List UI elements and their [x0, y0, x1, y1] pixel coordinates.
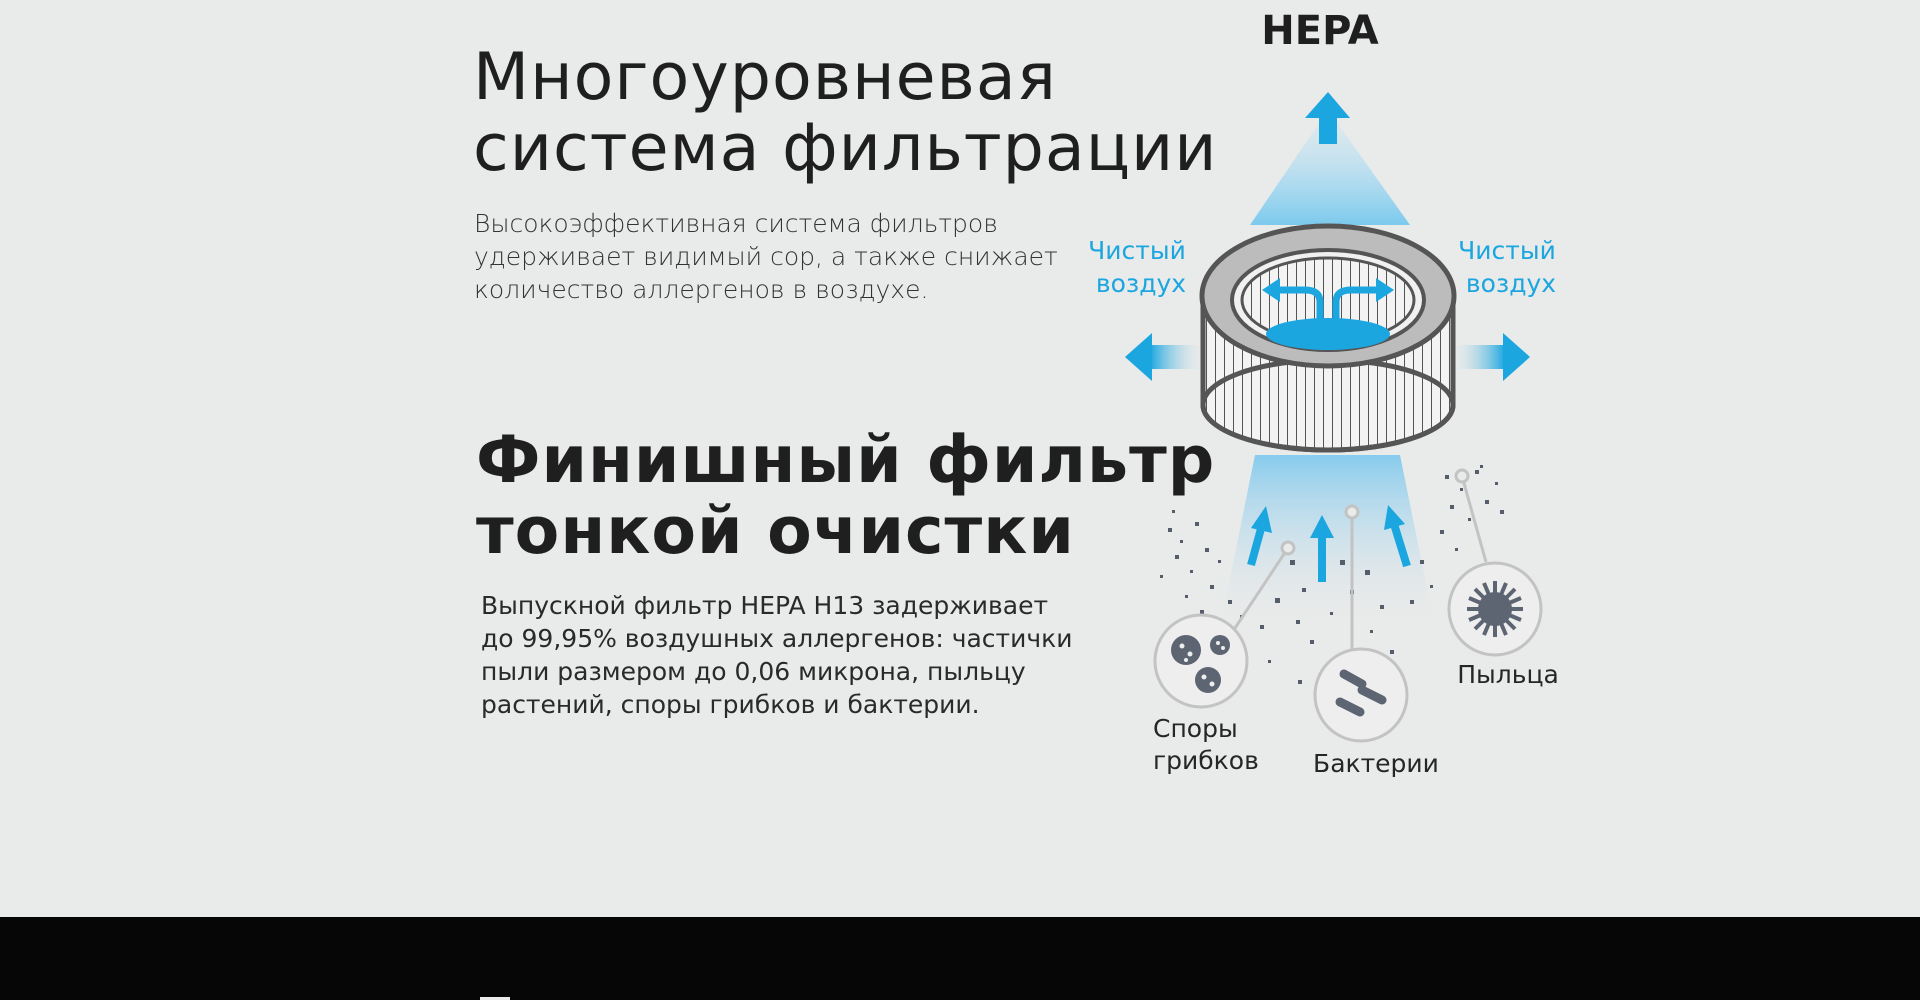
- section1-title-line1: Многоуровневая: [473, 40, 1057, 115]
- section2-desc-line1: Выпускной фильтр HEPA H13 задерживает: [481, 591, 1049, 620]
- bacteria-label: Бактерии: [1313, 749, 1439, 778]
- footer-bar: [0, 917, 1920, 1000]
- section1-title-line2: система фильтрации: [473, 111, 1218, 186]
- section2-desc-line4: растений, споры грибков и бактерии.: [481, 690, 980, 719]
- hepa-label: HEPA: [1261, 8, 1379, 54]
- section1-desc-line1: Высокоэффективная система фильтров: [474, 209, 998, 238]
- clean-air-right-line2: воздух: [1465, 269, 1557, 298]
- section2-title-line1: Финишный фильтр: [476, 423, 1216, 498]
- spores-label-line1: Споры: [1153, 714, 1238, 743]
- spores-label: [1153, 714, 1259, 775]
- hepa-filter-icon: [1202, 226, 1454, 450]
- pollen-label: Пыльца: [1457, 660, 1559, 689]
- spores-label-line2: грибков: [1153, 746, 1259, 775]
- section2-title-line2: тонкой очистки: [476, 494, 1075, 569]
- clean-air-left-line1: Чистый: [1088, 236, 1186, 265]
- section1-desc-line3: количество аллергенов в воздухе.: [474, 275, 929, 304]
- pollen-icon: [1449, 563, 1541, 655]
- clean-air-left-line2: воздух: [1095, 269, 1187, 298]
- clean-air-left-label: [1088, 236, 1194, 298]
- bacteria-icon: [1315, 649, 1407, 741]
- arrow-right-icon: [1455, 333, 1530, 381]
- arrow-left-icon: [1125, 333, 1200, 381]
- section1-desc-line2: удерживает видимый сор, а также снижает: [474, 242, 1058, 271]
- spores-icon: [1155, 615, 1247, 707]
- clean-air-right-label: [1458, 236, 1564, 298]
- section2-desc-line2: до 99,95% воздушных аллергенов: частички: [481, 624, 1073, 653]
- section2-desc-line3: пыли размером до 0,06 микрона, пыльцу: [481, 657, 1026, 686]
- clean-air-right-line1: Чистый: [1458, 236, 1556, 265]
